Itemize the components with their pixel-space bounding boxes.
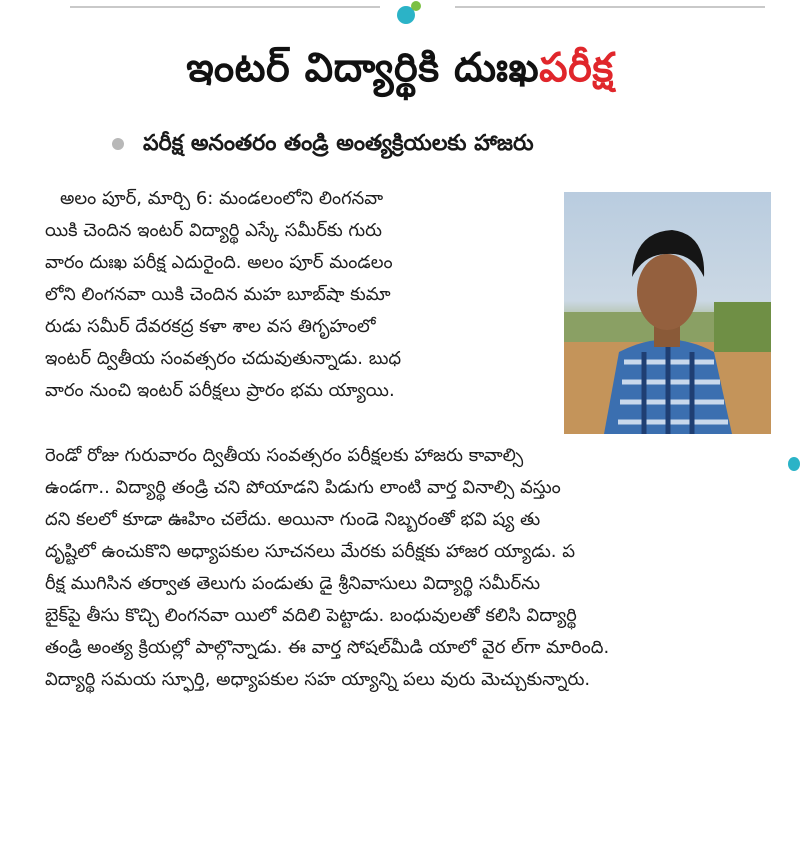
headline [0, 40, 800, 96]
article-line: దని కలలో కూడా ఊహిం చలేదు. అయినా గుండె నిబ్బరంతో భవి ష్య తు [45, 509, 541, 530]
subheadline: పరీక్ష అనంతరం తండ్రి అంత్యక్రియలకు హాజరు [143, 131, 534, 156]
top-rule-left [70, 6, 380, 8]
side-accent-dot [788, 457, 800, 471]
article-line: యికి చెందిన ఇంటర్ విద్యార్థి ఎస్కే సమీర్‌కు గురు [45, 220, 383, 241]
article-line: ఉండగా.. విద్యార్థి తండ్రి చని పోయాడని పిడుగు లాంటి వార్త వినాల్సి వస్తుం [45, 477, 561, 498]
newspaper-logo-icon [392, 0, 426, 26]
article-line: బైక్‌పై తీసు కొచ్చి లింగనవా యిలో వదిలి పెట్టాడు. బంధువులతో కలిసి విద్యార్థి [45, 605, 577, 626]
article-line: రుడు సమీర్ దేవరకద్ర కళా శాల వస తిగృహంలో [45, 316, 376, 337]
article-line: రెండో రోజు గురువారం ద్వితీయ సంవత్సరం పరీక్షలకు హాజరు కావాల్సి [45, 445, 524, 466]
article-line: వారం దుఃఖ పరీక్ష ఎదురైంది. అలం పూర్ మండలం [45, 252, 393, 273]
bullet-dot-icon [112, 138, 124, 150]
headline-main: ఇంటర్ విద్యార్థికి దుఃఖ [186, 44, 540, 91]
article-line: రీక్ష ముగిసిన తర్వాత తెలుగు పండుతు డై శ్రీనివాసులు విద్యార్థి సమీర్‌ను [45, 573, 541, 594]
article-line: వారం నుంచి ఇంటర్ పరీక్షలు ప్రారం భమ య్యాయి. [45, 380, 395, 401]
student-photo [564, 192, 771, 434]
article-line: విద్యార్థి సమయ స్ఫూర్తి, అధ్యాపకుల సహ య్యాన్ని పలు వురు మెచ్చుకున్నారు. [45, 669, 591, 690]
student-portrait-image [564, 192, 771, 434]
headline-accent: పరీక్ష [539, 44, 614, 91]
article-line: ఇంటర్ ద్వితీయ సంవత్సరం చదువుతున్నాడు. బుధ [45, 348, 402, 369]
article-line: అలం పూర్, మార్చి 6: మండలంలోని లింగనవా [60, 188, 384, 209]
top-rule-right [455, 6, 765, 8]
article-line: తండ్రి అంత్య క్రియల్లో పాల్గొన్నాడు. ఈ వార్త సోషల్‌మీడి యాలో వైర ల్‌గా మారింది. [45, 637, 610, 658]
article-line: లోని లింగనవా యికి చెందిన మహ బూబ్‌షా కుమా [45, 284, 391, 305]
article-line: దృష్టిలో ఉంచుకొని అధ్యాపకుల సూచనలు మేరకు పరీక్షకు హాజర య్యాడు. ప [45, 541, 576, 562]
